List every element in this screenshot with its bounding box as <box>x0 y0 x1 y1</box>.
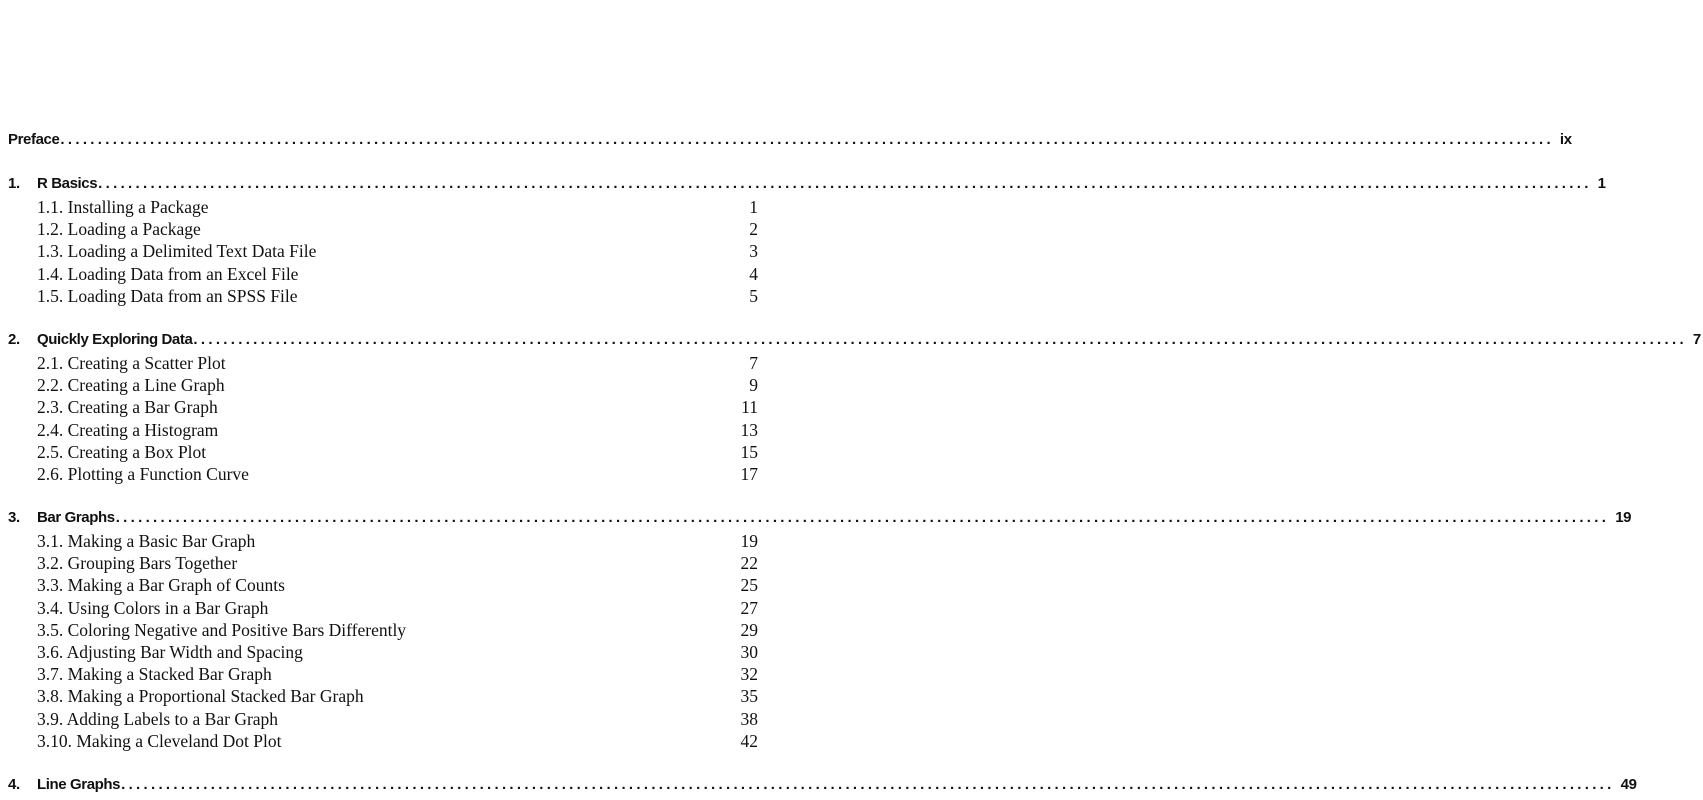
page-number: 4 <box>749 263 758 284</box>
dot-leader: ........................................................................................................................................................................................................ <box>60 131 1554 148</box>
toc-section[interactable] <box>8 708 758 730</box>
section-title: 1.3. Loading a Delimited Text Data File <box>37 241 317 262</box>
section-title: 3.10. Making a Cleveland Dot Plot <box>37 730 282 751</box>
toc-section[interactable] <box>8 574 758 596</box>
page-number: 1 <box>1597 175 1606 192</box>
chapter-title: Quickly Exploring Data <box>37 330 193 348</box>
page-number: 27 <box>740 597 758 618</box>
toc-section[interactable] <box>8 441 758 463</box>
toc-section[interactable] <box>8 263 758 285</box>
section-title: 3.9. Adding Labels to a Bar Graph <box>37 708 279 729</box>
page-number: 1 <box>749 197 758 217</box>
page-number: 19 <box>740 531 758 552</box>
section-title: 3.4. Using Colors in a Bar Graph <box>37 597 269 618</box>
section-title: 3.2. Grouping Bars Together <box>37 553 238 574</box>
toc-section[interactable] <box>8 285 758 307</box>
toc-section[interactable] <box>8 463 758 485</box>
dot-leader: ........................................................................................................................................................................................................ <box>193 330 1687 348</box>
chapter-number: 4. <box>8 775 20 793</box>
page-number: 32 <box>740 664 758 685</box>
toc-section[interactable] <box>8 419 758 441</box>
page-number: 35 <box>740 686 758 707</box>
toc-section[interactable] <box>8 641 758 663</box>
page-number: 38 <box>740 708 758 729</box>
page-number: 42 <box>740 730 758 751</box>
toc-section[interactable] <box>8 352 758 374</box>
page-number: 15 <box>740 441 758 462</box>
section-title: 1.5. Loading Data from an SPSS File <box>37 285 298 306</box>
chapter-number: 1. <box>8 175 20 192</box>
page-number: 49 <box>1620 775 1637 793</box>
section-title: 3.6. Adjusting Bar Width and Spacing <box>37 642 303 662</box>
chapter-number: 3. <box>8 509 20 527</box>
chapter-title: Bar Graphs <box>37 509 115 527</box>
page-number: 17 <box>740 463 758 484</box>
section-title: 2.2. Creating a Line Graph <box>37 375 225 396</box>
toc-section[interactable] <box>8 730 758 752</box>
chapter-number: 2. <box>8 330 20 348</box>
page-number: 7 <box>749 352 758 373</box>
page-number: 29 <box>740 619 758 640</box>
toc-chapter-2[interactable] <box>8 328 1701 352</box>
section-title: 2.1. Creating a Scatter Plot <box>37 352 226 373</box>
section-title: 3.1. Making a Basic Bar Graph <box>37 531 256 552</box>
toc-section[interactable] <box>8 240 758 262</box>
section-title: 1.4. Loading Data from an Excel File <box>37 263 299 284</box>
toc-section[interactable] <box>8 196 758 218</box>
section-title: 2.4. Creating a Histogram <box>37 419 219 440</box>
page-number: 9 <box>749 375 758 396</box>
toc-section[interactable] <box>8 552 758 574</box>
section-title: 1.1. Installing a Package <box>37 197 209 217</box>
section-title: 2.6. Plotting a Function Curve <box>37 463 249 484</box>
toc-chapter-1[interactable] <box>8 172 1606 196</box>
page-number: 3 <box>749 241 758 262</box>
toc-section[interactable] <box>8 663 758 685</box>
page-number: 2 <box>749 219 758 240</box>
toc-section[interactable] <box>8 530 758 552</box>
chapter-title: R Basics <box>37 175 98 192</box>
toc-section[interactable] <box>8 619 758 641</box>
dot-leader: ........................................................................................................................................................................................................ <box>115 509 1610 527</box>
page-number: 5 <box>749 285 758 306</box>
page-number: 7 <box>1692 330 1701 348</box>
page-number: ix <box>1559 131 1572 148</box>
section-title: 1.2. Loading a Package <box>37 219 201 240</box>
toc-section[interactable] <box>8 374 758 396</box>
page-number: 19 <box>1615 509 1632 527</box>
dot-leader: ........................................................................................................................................................................................................ <box>98 175 1592 192</box>
toc-entry-preface[interactable] <box>8 128 1572 152</box>
toc-section[interactable] <box>8 396 758 418</box>
page-number: 11 <box>741 397 758 418</box>
toc-chapter-4[interactable] <box>8 773 1637 797</box>
table-of-contents <box>8 128 1701 797</box>
section-title: 2.3. Creating a Bar Graph <box>37 397 218 418</box>
dot-leader: ........................................................................................................................................................................................................ <box>121 775 1615 793</box>
section-title: 3.8. Making a Proportional Stacked Bar Graph <box>37 686 364 707</box>
toc-chapter-3[interactable] <box>8 506 1632 530</box>
toc-section[interactable] <box>8 685 758 707</box>
chapter-title: Line Graphs <box>37 775 121 793</box>
entry-title: Preface <box>8 131 60 148</box>
page-number: 22 <box>740 553 758 574</box>
page-number: 25 <box>740 575 758 596</box>
section-title: 3.3. Making a Bar Graph of Counts <box>37 575 285 596</box>
section-title: 2.5. Creating a Box Plot <box>37 441 207 462</box>
section-title: 3.5. Coloring Negative and Positive Bars Differently <box>37 619 407 640</box>
toc-section[interactable] <box>8 218 758 240</box>
page-number: 30 <box>740 642 758 662</box>
page-number: 13 <box>740 419 758 440</box>
toc-section[interactable] <box>8 597 758 619</box>
section-title: 3.7. Making a Stacked Bar Graph <box>37 664 272 685</box>
